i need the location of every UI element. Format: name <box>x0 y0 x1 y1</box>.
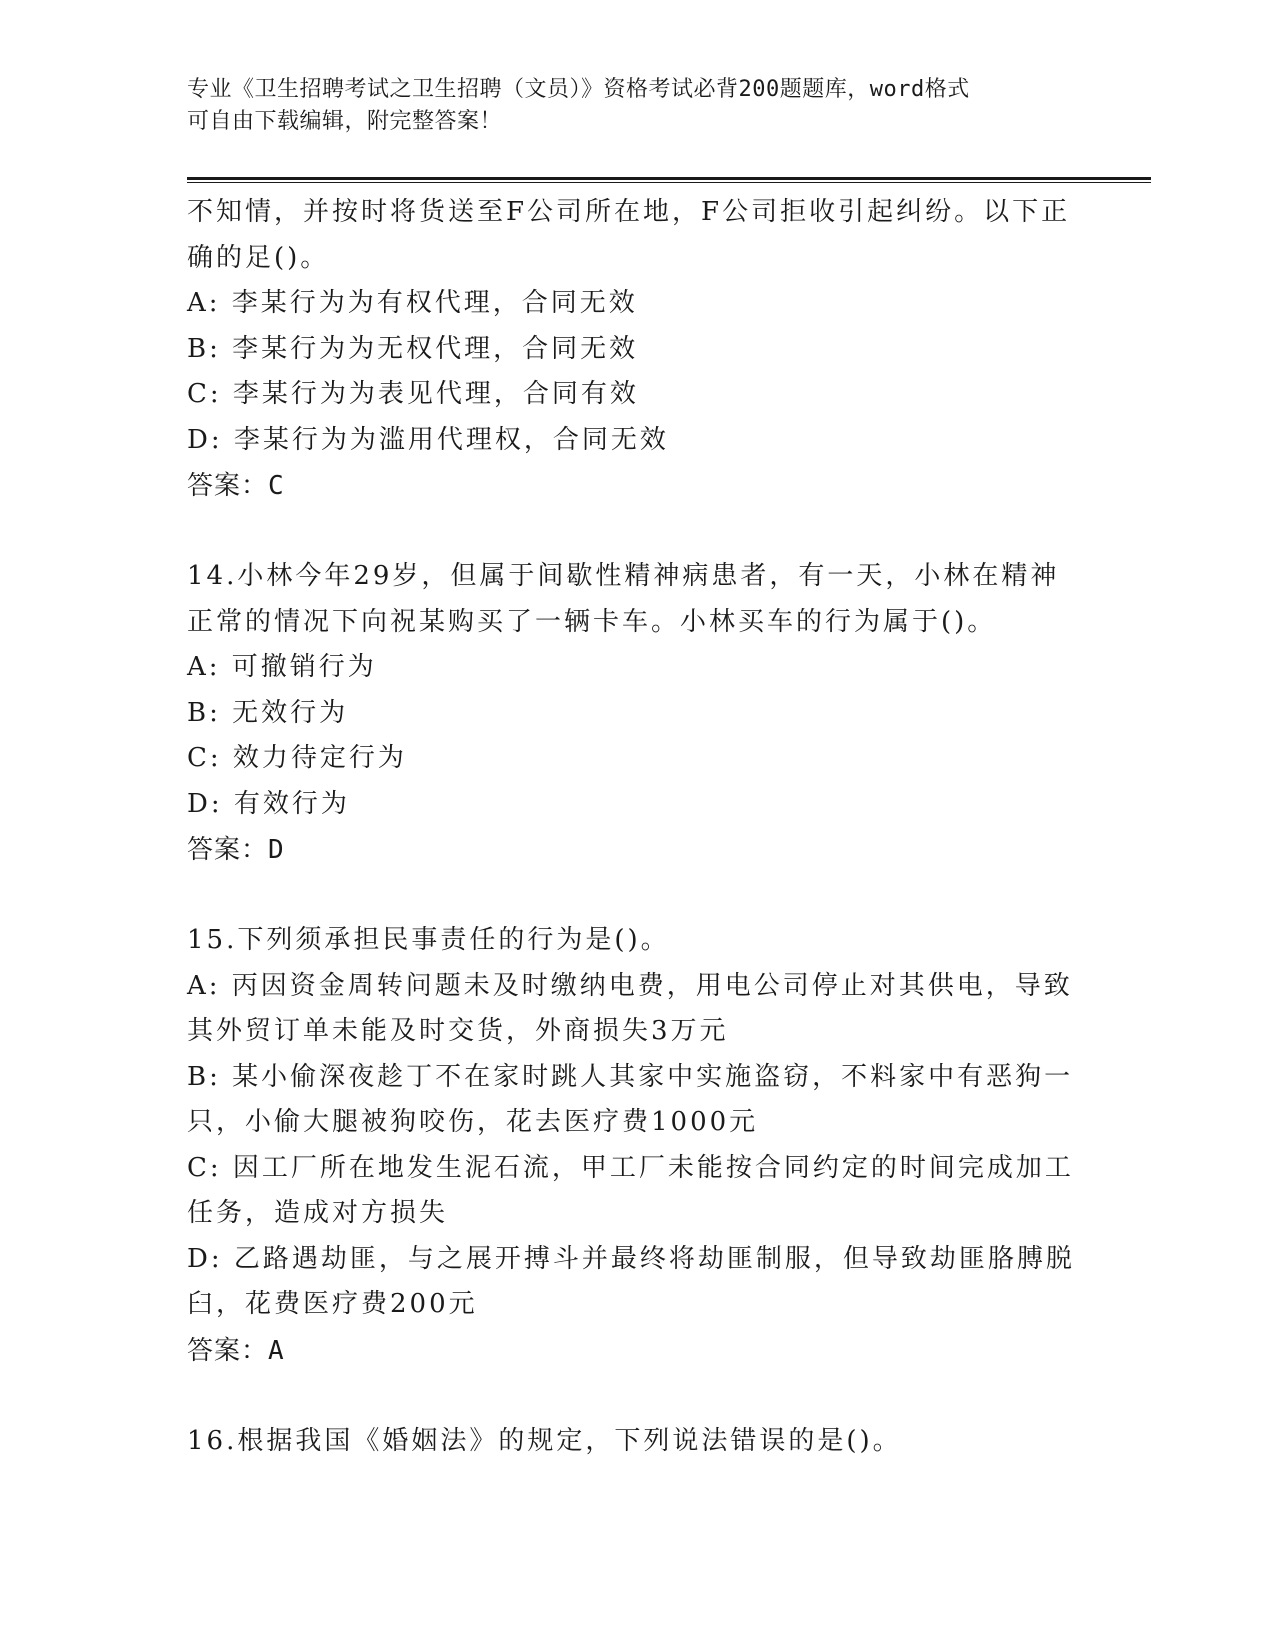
option-b: B: 李某行为为无权代理，合同无效 <box>187 333 639 364</box>
option-b: B: 某小偷深夜趁丁不在家时跳人其家中实施盗窃，不料家中有恶狗一 <box>187 1061 1074 1092</box>
question-stem-line: 确的足()。 <box>187 242 330 273</box>
question-stem-line: 不知情，并按时将货送至F公司所在地，F公司拒收引起纠纷。以下正 <box>187 197 1071 227</box>
answer <box>187 1328 1077 1374</box>
option-d: D: 乙路遇劫匪，与之展开搏斗并最终将劫匪制服，但导致劫匪胳膊脱 <box>187 1243 1075 1274</box>
answer-label: 答案： <box>187 1335 269 1366</box>
question-stem-line: 正常的情况下向祝某购买了一辆卡车。小林买车的行为属于()。 <box>187 606 997 637</box>
document-body <box>187 190 1077 1464</box>
answer-value: A <box>268 1335 285 1366</box>
option-c-continued: 任务，造成对方损失 <box>187 1198 449 1228</box>
answer <box>187 827 1077 873</box>
answer-value: C <box>268 471 285 501</box>
option-a: A: 李某行为为有权代理，合同无效 <box>187 288 638 318</box>
question-stem-line: 15.下列须承担民事责任的行为是()。 <box>187 925 670 955</box>
header-divider-thick <box>187 177 1151 180</box>
question-14 <box>187 554 1077 873</box>
option-a: A: 丙因资金周转问题未及时缴纳电费，用电公司停止对其供电，导致 <box>187 970 1073 1001</box>
option-a-continued: 其外贸订单未能及时交货，外商损失3万元 <box>187 1016 729 1046</box>
question-stem-line: 14.小林今年29岁，但属于间歇性精神病患者，有一天，小林在精神 <box>187 561 1060 591</box>
page-header <box>187 74 1067 138</box>
option-a: A: 可撤销行为 <box>187 652 377 682</box>
question-15 <box>187 918 1077 1374</box>
header-divider-thin <box>187 182 1151 183</box>
answer-label: 答案： <box>187 471 269 501</box>
header-title-line-1: 专业《卫生招聘考试之卫生招聘（文员）》资格考试必背200题题库，word格式 <box>187 77 970 102</box>
question-16 <box>187 1419 1077 1465</box>
question-stem-line: 16.根据我国《婚姻法》的规定，下列说法错误的是()。 <box>187 1425 902 1456</box>
option-b-continued: 只，小偷大腿被狗咬伤，花去医疗费1000元 <box>187 1107 759 1137</box>
header-title-line-2: 可自由下载编辑，附完整答案！ <box>187 109 503 134</box>
option-d-continued: 臼，花费医疗费200元 <box>187 1289 478 1319</box>
answer-label: 答案： <box>187 835 269 865</box>
question-13-continuation <box>187 190 1077 509</box>
option-c: C: 李某行为为表见代理，合同有效 <box>187 379 639 409</box>
answer <box>187 463 1077 509</box>
option-d: D: 有效行为 <box>187 788 350 819</box>
option-b: B: 无效行为 <box>187 697 349 728</box>
option-c: C: 因工厂所在地发生泥石流，甲工厂未能按合同约定的时间完成加工 <box>187 1152 1074 1183</box>
option-d: D: 李某行为为滥用代理权，合同无效 <box>187 424 669 455</box>
option-c: C: 效力待定行为 <box>187 743 407 773</box>
answer-value: D <box>268 835 285 865</box>
